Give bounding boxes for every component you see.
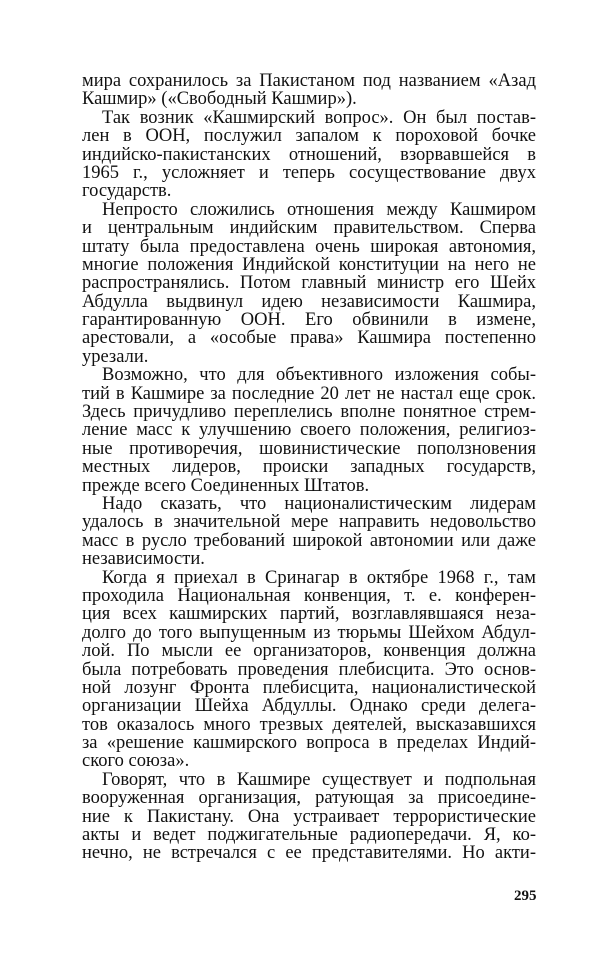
text-line: долго до того выпущенным из тюрьмы Шейхом Абдул- [82,622,536,643]
book-page-text [82,72,536,863]
text-line: нечно, не встречался с ее представителями. Но акти- [82,843,536,864]
text-line: ление масс к улучшению своего положения, религиоз- [82,420,536,441]
text-line: организации Шейха Абдуллы. Однако среди делега- [82,696,536,717]
text-line: лой. По мысли ее организаторов, конвенция должна [82,641,536,662]
paragraph [82,771,536,863]
text-line: арестовали, а «особые права» Кашмира постепенно [82,328,536,349]
text-line: государств. [82,181,172,202]
text-line: Возможно, что для объективного изложения собы- [102,365,536,386]
text-line: Говорят, что в Кашмире существует и подпольная [102,769,536,790]
text-line: урезали. [82,346,149,367]
text-line: Абдулла выдвинул идею независимости Кашмира, [82,291,536,312]
text-line: штату была предоставлена очень широкая автономия, [82,236,536,257]
text-line: Так возник «Кашмирский вопрос». Он был постав- [102,107,536,128]
text-line: ция всех кашмирских партий, возглавлявшаяся неза- [82,604,536,625]
text-line: многие положения Индийской конституции на него не [82,254,536,275]
paragraph [82,109,536,201]
text-line: ского союза». [82,751,190,772]
paragraph [82,495,536,569]
paragraph [82,72,536,109]
page-number: 295 [514,888,537,904]
text-line: прежде всего Соединенных Штатов. [82,475,370,496]
text-line: удалось в значительной мере направить недовольство [82,512,536,533]
text-line: мира сохранилось за Пакистаном под названием «Азад [82,71,536,91]
text-line: тий в Кашмире за последние 20 лет не настал еще срок. [82,383,536,404]
text-line: 1965 г., усложняет и теперь сосуществование двух [82,162,536,183]
text-line: ные противоречия, шовинистические поползновения [82,438,536,459]
text-line: Когда я приехал в Сринагар в октябре 1968 г., там [102,567,536,588]
text-line: и центральным индийским правительством. Сперва [82,218,536,239]
text-line: независимости. [82,549,205,570]
text-line: была потребовать проведения плебисцита. Это основ- [82,659,536,680]
text-line: лен в ООН, послужил запалом к пороховой бочке [82,126,536,147]
text-line: гарантированную ООН. Его обвинили в измене, [82,310,536,331]
text-line: акты и ведет поджигательные радиопередачи. Я, ко- [82,825,536,846]
text-line: Надо сказать, что националистическим лидерам [102,493,536,514]
text-line: Непросто сложились отношения между Кашмиром [102,199,536,220]
text-line: масс в русло требований широкой автономии или даже [82,530,536,551]
paragraph [82,366,536,495]
paragraph [82,569,536,771]
text-line: ной лозунг Фронта плебисцита, националистической [82,677,536,698]
text-line: индийско-пакистанских отношений, взорвавшейся в [82,144,536,165]
text-line: проходила Национальная конвенция, т. е. конферен- [82,585,536,606]
text-line: Здесь причудливо переплелись вполне понятное стрем- [82,402,536,423]
paragraph [82,201,536,367]
text-line: распространялись. Потом главный министр его Шейх [82,273,536,294]
text-line: ние к Пакистану. Она устраивает террористические [82,806,536,827]
text-line: за «решение кашмирского вопроса в пределах Индий- [82,733,536,754]
text-line: Кашмир» («Свободный Кашмир»). [82,89,357,110]
text-line: местных лидеров, происки западных государств, [82,457,536,478]
text-line: тов оказалось много трезвых деятелей, высказавшихся [82,714,536,735]
text-line: вооруженная организация, ратующая за присоедине- [82,788,536,809]
